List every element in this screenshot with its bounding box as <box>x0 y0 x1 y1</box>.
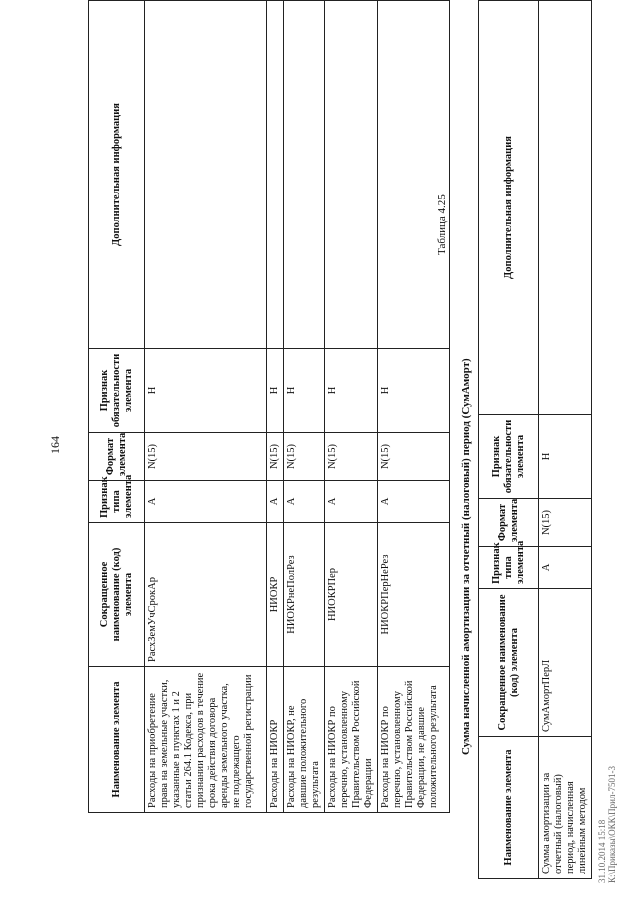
cell-required: Н <box>284 349 325 433</box>
footer-path: К:\Приказы\ОКК\Прил-7501-3 <box>607 766 617 883</box>
table-caption: Таблица 4.25 <box>436 194 448 255</box>
cell-format: N(15) <box>539 499 592 547</box>
header-name: Наименование элемента <box>479 737 539 879</box>
table-row <box>378 1 450 813</box>
cell-info <box>284 1 325 349</box>
cell-format: N(15) <box>378 433 450 481</box>
elements-table <box>88 0 450 813</box>
cell-type: А <box>267 481 284 523</box>
header-type: Признак типа элемента <box>89 481 145 523</box>
cell-name: Расходы на НИОКР, не давшие положительного результата <box>284 667 325 813</box>
cell-short: РасхЗемУчСрокАр <box>145 523 267 667</box>
cell-name: Расходы на НИОКР по перечню, установленному Правительством Российской Федерации <box>325 667 378 813</box>
cell-required: Н <box>539 415 592 499</box>
cell-name: Расходы на НИОКР <box>267 667 284 813</box>
cell-format: N(15) <box>267 433 284 481</box>
table-row <box>145 1 267 813</box>
header-required: Признак обязательности элемента <box>89 349 145 433</box>
cell-name: Сумма амортизации за отчетный (налоговый) период, начисленная линейным методом <box>539 737 592 879</box>
table-row <box>267 1 284 813</box>
cell-type: А <box>325 481 378 523</box>
cell-type: А <box>539 547 592 589</box>
header-format: Формат элемента <box>89 433 145 481</box>
cell-type: А <box>284 481 325 523</box>
header-short: Сокращенное наименование (код) элемента <box>479 589 539 737</box>
cell-format: N(15) <box>145 433 267 481</box>
cell-required: Н <box>267 349 284 433</box>
cell-type: А <box>145 481 267 523</box>
cell-name: Расходы на НИОКР по перечню, установленному Правительством Российской Федерации, не давшие положительного результата <box>378 667 450 813</box>
cell-required: Н <box>325 349 378 433</box>
header-required: Признак обязательности элемента <box>479 415 539 499</box>
header-format: Формат элемента <box>479 499 539 547</box>
table-header-row <box>479 1 539 879</box>
footer-timestamp: 31.10.2014 15:18 <box>597 819 607 883</box>
amortization-table <box>478 0 592 879</box>
cell-required: Н <box>145 349 267 433</box>
table-row <box>284 1 325 813</box>
cell-info <box>378 1 450 349</box>
cell-name: Расходы на приобретение права на земельные участки, указанные в пунктах 1 и 2 статьи 264.1 Кодекса, при признании расходов в течение срока действия договора аренды земельного участка, не подлежащего государственной регистрации <box>145 667 267 813</box>
cell-short: НИОКР <box>267 523 284 667</box>
cell-info <box>267 1 284 349</box>
header-info: Дополнительная информация <box>479 1 539 415</box>
page-number: 164 <box>48 436 62 454</box>
cell-required: Н <box>378 349 450 433</box>
table-title: Сумма начисленной амортизации за отчетный (налоговый) период (СумАморт) <box>460 358 472 755</box>
cell-short: НИОКРПер <box>325 523 378 667</box>
cell-type: А <box>378 481 450 523</box>
cell-info <box>539 1 592 415</box>
cell-short: СумАмортПерЛ <box>539 589 592 737</box>
table-row <box>325 1 378 813</box>
cell-info <box>325 1 378 349</box>
table-header-row <box>89 1 145 813</box>
header-type: Признак типа элемента <box>479 547 539 589</box>
cell-format: N(15) <box>325 433 378 481</box>
table-row <box>539 1 592 879</box>
cell-format: N(15) <box>284 433 325 481</box>
cell-short: НИОКРПерНеРез <box>378 523 450 667</box>
header-info: Дополнительная информация <box>89 1 145 349</box>
cell-short: НИОКРнеПолРез <box>284 523 325 667</box>
cell-info <box>145 1 267 349</box>
header-short: Сокращенное наименование (код) элемента <box>89 523 145 667</box>
header-name: Наименование элемента <box>89 667 145 813</box>
